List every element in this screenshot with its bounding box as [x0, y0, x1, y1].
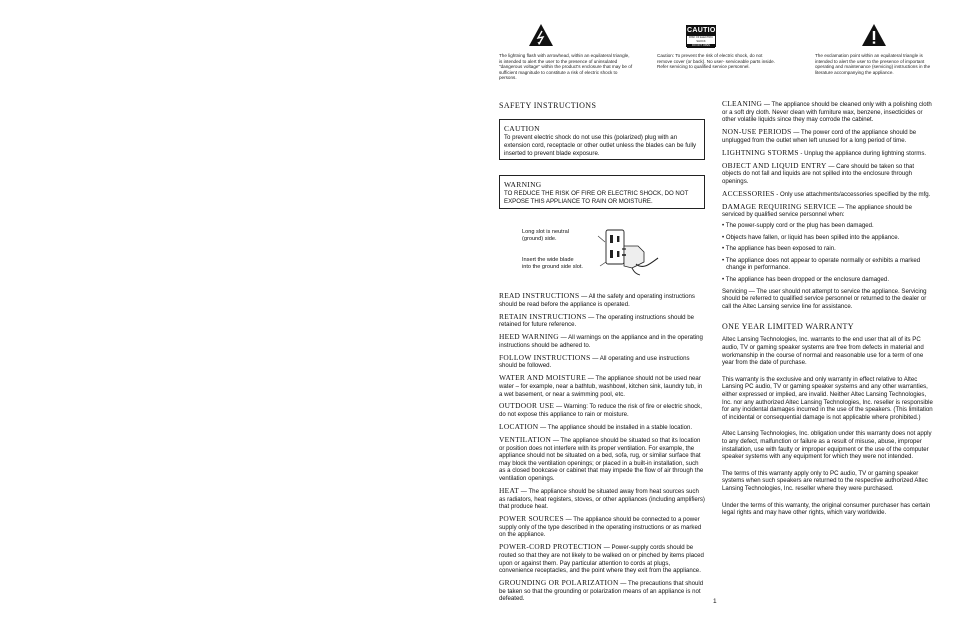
service-bullet: • The appliance has been dropped or the enclosure damaged. — [722, 276, 890, 284]
instruction-power-cord: POWER-CORD PROTECTION — Power-supply cords should be routed so that they are not likely to be walked on or pinched by items placed upon or against them. Pay particular attention to cords at plugs, convenience receptacles, and the point where they exit from the appliance. — [499, 542, 704, 575]
caution-box-heading: CAUTION — [504, 124, 540, 133]
lightning-warning-text: The lightning flash with arrowhead, within an equilateral triangle, is intended to alert the user to the presence of uninsulated "dangerous voltage" within the product's enclosure that may be of sufficient magnitude to constitute a risk of electric shock to persons. — [499, 53, 633, 81]
service-bullet: • Objects have fallen, or liquid has been spilled into the appliance. — [722, 233, 900, 241]
instruction-retain: RETAIN INSTRUCTIONS — The operating instructions should be retained for future reference. — [499, 311, 695, 329]
instruction-heat: HEAT — The appliance should be situated away from heat sources such as radiators, heat registers, stoves, or other appliances (including amplifiers) that produce heat. — [499, 486, 705, 511]
service-bullet: • The power-supply cord or the plug has been damaged. — [722, 222, 874, 230]
plug-note-neutral-line1: Long slot is neutral — [522, 229, 569, 235]
plug-note-wide-blade-line2: into the ground side slot. — [522, 264, 583, 270]
exclamation-warning-icon — [861, 23, 887, 47]
instruction-heed-warning: HEED WARNING — All warnings on the appliance and in the operating instructions should be adhered to. — [499, 332, 703, 349]
instruction-grounding: GROUNDING OR POLARIZATION — The precautions that should be taken so that the grounding or polarization means of an appliance is not defeated. — [499, 578, 704, 603]
warning-box — [499, 175, 705, 209]
plug-note-neutral-line2: (ground) side. — [522, 236, 557, 242]
caution-warning-text: Caution: To prevent the risk of electric shock, do not remove cover (or back). No user- serviceable parts inside. Refer servicing to qualified service personnel. — [657, 53, 775, 70]
warranty-title: ONE YEAR LIMITED WARRANTY — [722, 322, 854, 332]
warranty-paragraph: Altec Lansing Technologies, Inc. warrants to the end user that all of its PC audio, TV or gaming speaker systems are free from defects in material and workmanship in the course of normal and reasonable use for a term of one year from the date of purchase. — [722, 336, 924, 367]
page-number: 1 — [713, 598, 717, 605]
instruction-read: READ INSTRUCTIONS — All the safety and operating instructions should be read before the appliance is operated. — [499, 291, 695, 308]
lightning-warning-icon — [528, 23, 554, 47]
instruction-power-sources: POWER SOURCES — The appliance should be connected to a power supply only of the type described in the operating instructions or as marked on the appliance. — [499, 514, 702, 539]
instruction-follow: FOLLOW INSTRUCTIONS — All operating and use instructions should be followed. — [499, 352, 690, 370]
caution-label-sub2: DO NOT OPEN — [687, 44, 715, 48]
instruction-object-liquid: OBJECT AND LIQUID ENTRY — Care should be taken so that objects do not fall and liquids are not spilled into the enclosure through openings. — [722, 160, 915, 185]
instruction-outdoor-use: OUTDOOR USE — Warning: To reduce the risk of fire or electric shock, do not expose this appliance to rain or moisture. — [499, 401, 702, 419]
warranty-paragraph: This warranty is the exclusive and only warranty in effect relative to Altec Lansing PC audio, TV or gaming speaker systems and any other warranties, either expressed or implied, are invalid. Neither Altec Lansing Technologies, Inc. nor any authorized Altec Lansing Technologies, Inc. reseller is responsible for any incidental damages incurred in the use of the speakers. (This limitation of incidental or consequential damage is not applicable where prohibited.) — [722, 375, 933, 421]
instruction-damage-service: DAMAGE REQUIRING SERVICE — The appliance should be serviced by qualified service personnel when: — [722, 201, 912, 219]
instruction-lightning: LIGHTNING STORMS - Unplug the appliance during lightning storms. — [722, 147, 927, 157]
caution-label-title: CAUTION — [687, 27, 721, 34]
warranty-paragraph: Altec Lansing Technologies, Inc. obligation under this warranty does not apply to any defect, malfunction or failure as a result of misuse, abuse, improper installation, use with faulty or improper equipment or the use of the computer speaker systems with any equipment for which they were not intended. — [722, 430, 932, 461]
caution-box-text: To prevent electric shock do not use this (polarized) plug with an extension cord, receptacle or other outlet unless the blades can be fully inserted to prevent blade exposure. — [504, 134, 697, 157]
instruction-non-use: NON-USE PERIODS — The power cord of the appliance should be unplugged from the outlet when left unused for a long period of time. — [722, 127, 917, 144]
safety-instructions-title: SAFETY INSTRUCTIONS — [499, 101, 597, 110]
caution-box — [499, 119, 705, 160]
warning-box-text: TO REDUCE THE RISK OF FIRE OR ELECTRIC SHOCK, DO NOT EXPOSE THIS APPLIANCE TO RAIN OR MOISTURE. — [504, 190, 689, 205]
instruction-cleaning: CLEANING — The appliance should be cleaned only with a polishing cloth or a soft dry cloth. Never clean with furniture wax, benzene, insecticides or other volatile liquids since they may corrode the cabinet. — [722, 99, 932, 124]
plug-note-wide-blade-line1: Insert the wide blade — [522, 257, 574, 263]
service-bullet: • The appliance does not appear to operate normally or exhibits a marked change in performance. — [722, 256, 921, 272]
servicing-paragraph: Servicing — The user should not attempt to service the appliance. Servicing should be referred to qualified service personnel or returned to the dealer or call the Altec Lansing service line for assistance. — [722, 287, 927, 310]
caution-label — [686, 25, 721, 47]
exclamation-warning-text: The exclamation point within an equilateral triangle is intended to alert the user to the presence of important operating and maintenance (servicing) instructions in the literature accompanying the appliance. — [815, 53, 931, 75]
caution-label-sub1: RISK OF ELECTRIC SHOCK — [689, 36, 713, 43]
instruction-water-moisture: WATER AND MOISTURE — The appliance should not be used near water – for example, near a bathtub, washbowl, kitchen sink, laundry tub, in a wet basement, or near a swimming pool, etc. — [499, 373, 703, 398]
polarized-plug-illustration — [588, 222, 660, 278]
instruction-accessories: ACCESSORIES - Only use attachments/accessories specified by the mfg. — [722, 188, 931, 198]
warranty-paragraph: Under the terms of this warranty, the original consumer purchaser has certain legal rights and may have other rights, which vary worldwide. — [722, 501, 931, 517]
service-bullet: • The appliance has been exposed to rain. — [722, 245, 836, 253]
instruction-location: LOCATION — The appliance should be installed in a stable location. — [499, 422, 693, 432]
instruction-ventilation: VENTILATION — The appliance should be situated so that its location or position does not interfere with its proper ventilation. For example, the appliance should not be situated on a bed, sofa, rug, or similar surface that may block the ventilation openings; or placed in a built-in installation, such as a closed bookcase or cabinet that may impede the flow of air through the ventilation openings. — [499, 435, 704, 483]
right-instructions-list — [722, 100, 934, 526]
left-instructions-list — [499, 292, 705, 607]
warranty-paragraph: The terms of this warranty apply only to PC audio, TV or gaming speaker systems when such speakers are returned to the respective authorized Altec Lansing Technologies, Inc. reseller where they were purchased. — [722, 469, 928, 492]
warning-box-heading: WARNING — [504, 180, 542, 189]
